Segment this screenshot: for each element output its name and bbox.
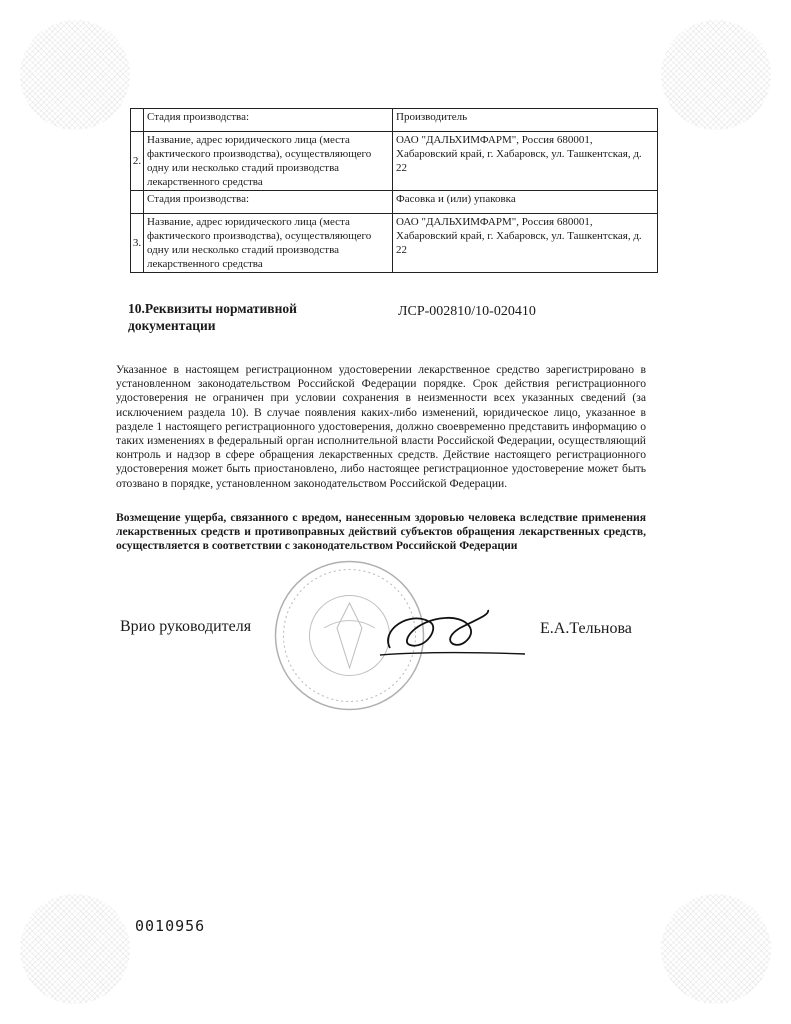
row-label: Стадия производства: [144,191,393,214]
ornament-bottom-left [20,894,130,1004]
table-row [131,132,658,191]
row-label: Название, адрес юридического лица (места фактического производства), осуществляющего одну или несколько стадий производства лекарственного средства [144,214,393,273]
ornament-top-right [661,20,771,130]
signatory-role: Врио руководителя [120,618,252,635]
row-number [131,109,144,132]
production-table [130,108,658,273]
validity-paragraph: Указанное в настоящем регистрационном удостоверении лекарственное средство зарегистрировано в установленном законодательством Российской Федерации порядке. Срок действия регистрационного удостоверения не ограничен при условии сохранения в неизменности всех указанных сведений (за исключением раздела 10). В случае появления каких-либо изменений, юридическое лицо, указанное в разделе 1 настоящего регистрационного удостоверения, должно своевременно представить информацию о таких изменениях в федеральный орган исполнительной власти Российской Федерации, осуществляющий контроль и надзор в сфере обращения лекарственных средств. Действие настоящего регистрационного удостоверения может быть приостановлено, либо настоящее регистрационное удостоверение может быть отозвано в порядке, установленном законодательством Российской Федерации. [116,363,646,490]
section-10-heading: 10.Реквизиты нормативной документации [128,301,297,333]
row-value: Фасовка и (или) упаковка [393,191,658,214]
row-label: Название, адрес юридического лица (места фактического производства), осуществляющего одну или несколько стадий производства лекарственного средства [144,132,393,191]
row-label: Стадия производства: [144,109,393,132]
table-row [131,191,658,214]
row-value: ОАО "ДАЛЬХИМФАРМ", Россия 680001, Хабаровский край, г. Хабаровск, ул. Ташкентская, д. 22 [393,214,658,273]
ornament-bottom-right [661,894,771,1004]
signatory-name: Е.А.Тельнова [540,620,632,637]
row-number: 3. [131,214,144,273]
row-value: ОАО "ДАЛЬХИМФАРМ", Россия 680001, Хабаровский край, г. Хабаровск, ул. Ташкентская, д. 22 [393,132,658,191]
row-value: Производитель [393,109,658,132]
row-number: 2. [131,132,144,191]
handwritten-signature [370,600,530,670]
ornament-top-left [20,20,130,130]
table-row [131,214,658,273]
registration-number: ЛСР-002810/10-020410 [398,304,536,319]
table-row [131,109,658,132]
serial-number: 0010956 [135,917,206,935]
liability-paragraph: Возмещение ущерба, связанного с вредом, нанесенным здоровью человека вследствие применения лекарственных средств и противоправных действий субъектов обращения лекарственных средств, осуществляется в соответствии с законодательством Российской Федерации [116,511,646,553]
row-number [131,191,144,214]
